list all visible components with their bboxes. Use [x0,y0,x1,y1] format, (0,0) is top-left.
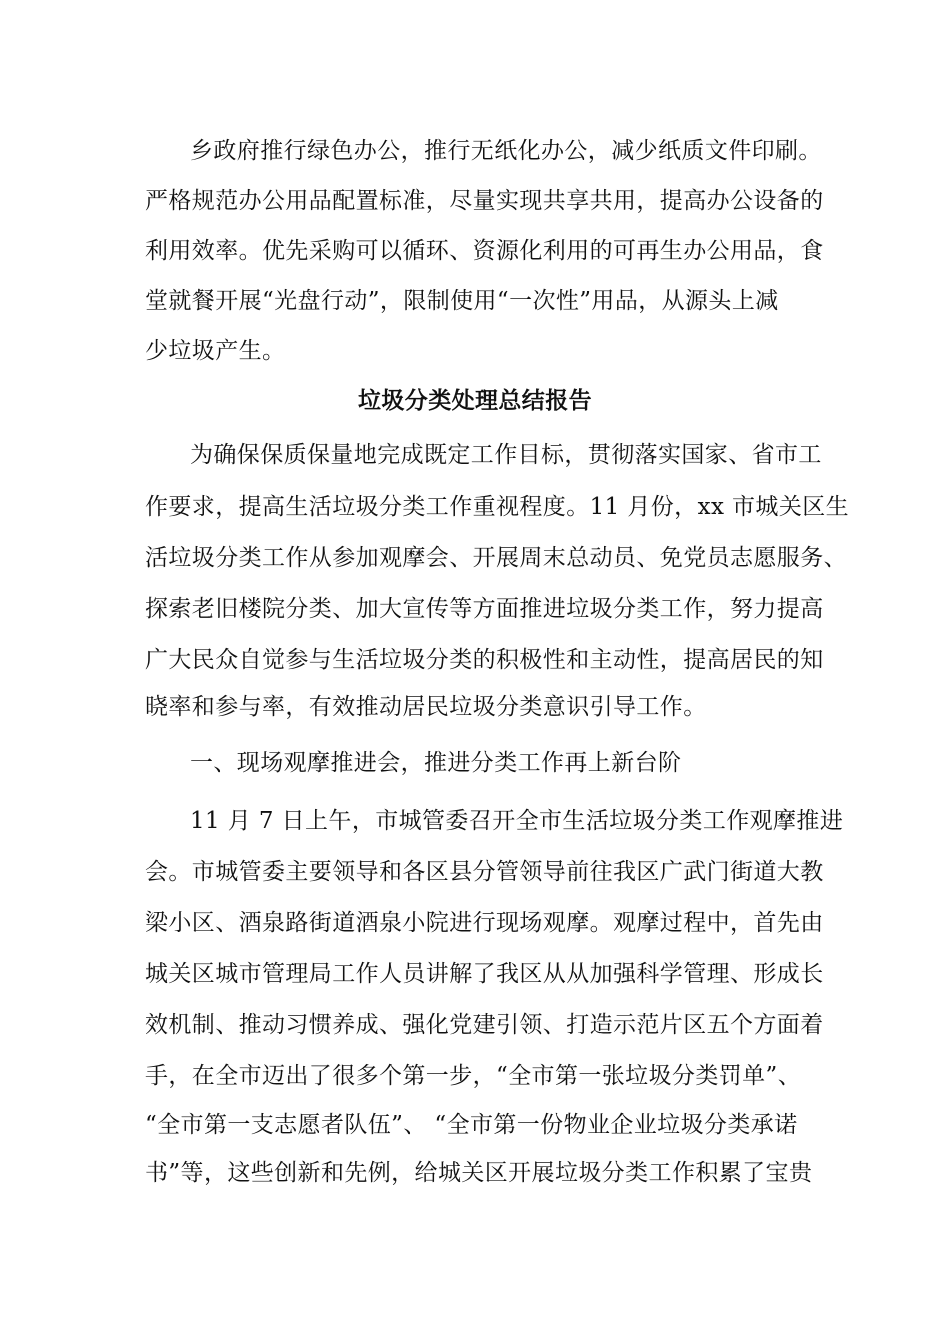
section-heading: 一、现场观摩推进会，推进分类工作再上新台阶 [190,750,682,776]
paragraph-line: 广大民众自觉参与生活垃圾分类的积极性和主动性，提高居民的知 [145,647,824,673]
paragraph-line: 活垃圾分类工作从参加观摩会、开展周末总动员、免党员志愿服务、 [145,545,847,571]
paragraph-line: 会。市城管委主要领导和各区县分管领导前往我区广武门街道大教 [145,859,824,885]
paragraph-line: 手，在全市迈出了很多个第一步，“全市第一张垃圾分类罚单”、 [145,1063,802,1089]
paragraph-line: 严格规范办公用品配置标准，尽量实现共享共用，提高办公设备的 [145,188,824,214]
paragraph-line: 城关区城市管理局工作人员讲解了我区从从加强科学管理、形成长 [145,961,824,987]
paragraph-line: 作要求，提高生活垃圾分类工作重视程度。11 月份，xx 市城关区生 [145,494,850,520]
paragraph-line: 11 月 7 日上午，市城管委召开全市生活垃圾分类工作观摩推进 [190,808,844,834]
paragraph-line: 探索老旧楼院分类、加大宣传等方面推进垃圾分类工作，努力提高 [145,596,824,622]
paragraph-line: 为确保保质保量地完成既定工作目标，贯彻落实国家、省市工 [190,442,822,468]
report-title: 垃圾分类处理总结报告 [358,387,592,414]
paragraph-line: 效机制、推动习惯养成、强化党建引领、打造示范片区五个方面着 [145,1012,824,1038]
paragraph-line: 晓率和参与率，有效推动居民垃圾分类意识引导工作。 [145,694,707,720]
paragraph-line: 利用效率。优先采购可以循环、资源化利用的可再生办公用品，食 [145,238,824,264]
paragraph-line: 乡政府推行绿色办公，推行无纸化办公，减少纸质文件印刷。 [190,138,822,164]
paragraph-line: 少垃圾产生。 [145,338,286,364]
paragraph-line: “全市第一支志愿者队伍”、 “全市第一份物业企业垃圾分类承诺 [145,1112,798,1138]
paragraph-line: 堂就餐开展“光盘行动”，限制使用“一次性”用品，从源头上减 [145,288,779,314]
paragraph-line: 梁小区、酒泉路街道酒泉小院进行现场观摩。观摩过程中，首先由 [145,910,824,936]
paragraph-line: 书”等，这些创新和先例，给城关区开展垃圾分类工作积累了宝贵 [145,1160,813,1186]
